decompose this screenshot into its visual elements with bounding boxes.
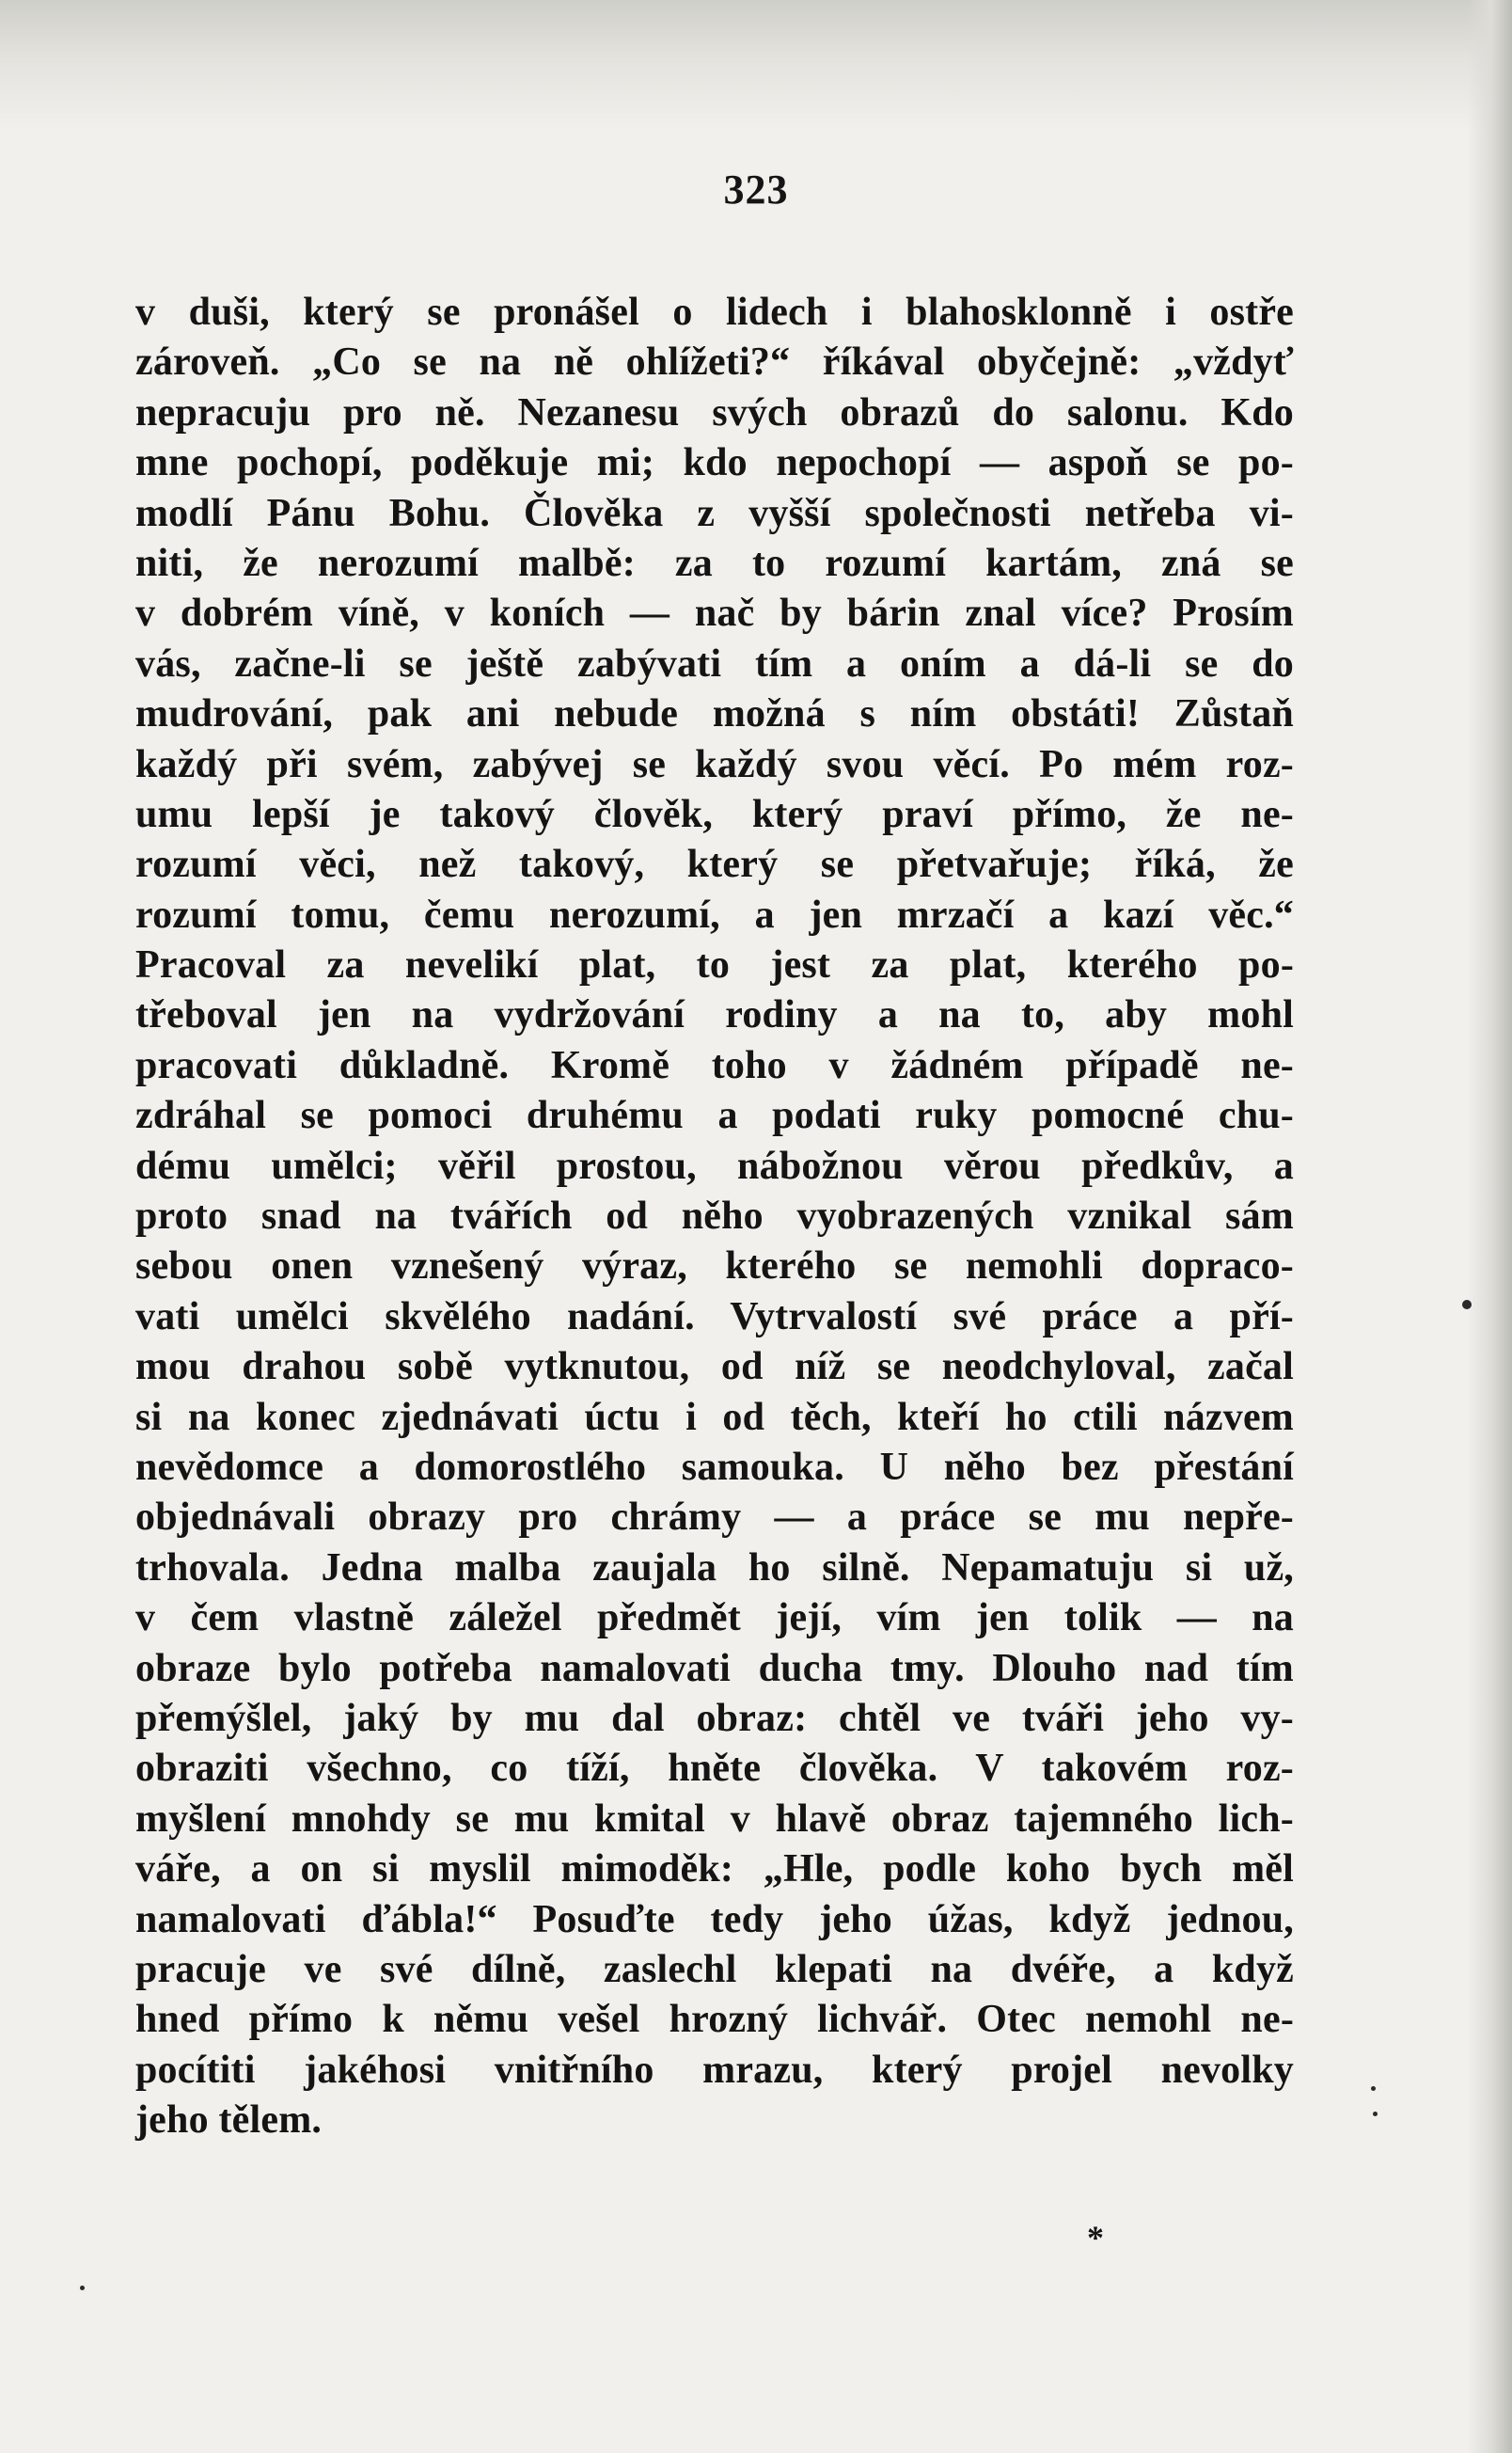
- text-line: nevědomce a domorostlého samouka. U něho bez přestání: [135, 1445, 1294, 1489]
- text-line: dému umělci; věřil prostou, nábožnou věrou předkův, a: [135, 1144, 1294, 1188]
- text-line: pracuje ve své dílně, zaslechl klepati na dvéře, a když: [135, 1947, 1294, 1991]
- page-gutter-shadow: [1467, 0, 1512, 2453]
- text-line: hned přímo k němu vešel hrozný lichvář. Otec nemohl ne-: [135, 1998, 1294, 2042]
- scan-speck: [1373, 2112, 1378, 2116]
- text-line: vati umělci skvělého nadání. Vytrvalostí své práce a pří-: [135, 1294, 1294, 1338]
- text-line-last: jeho tělem.: [135, 2098, 323, 2143]
- text-line: nepracuju pro ně. Nezanesu svých obrazů do salonu. Kdo: [135, 390, 1294, 435]
- text-line: zdráhal se pomoci druhému a podati ruky pomocné chu-: [135, 1094, 1294, 1138]
- text-line: namalovati ďábla!“ Posuďte tedy jeho úžas, když jednou,: [135, 1897, 1294, 1941]
- text-line: zároveň. „Co se na ně ohlížeti?“ říkával obyčejně: „vždyť: [135, 340, 1294, 385]
- text-line: každý při svém, zabývej se každý svou věcí. Po mém roz-: [135, 742, 1294, 786]
- text-line: mou drahou sobě vytknutou, od níž se neodchyloval, začal: [135, 1345, 1294, 1389]
- text-line: přemýšlel, jaký by mu dal obraz: chtěl ve tváři jeho vy-: [135, 1696, 1294, 1740]
- text-line: vás, začne-li se ještě zabývati tím a oním a dá-li se do: [135, 641, 1294, 686]
- text-line: niti, že nerozumí malbě: za to rozumí kartám, zná se: [135, 541, 1294, 585]
- text-line: mudrování, pak ani nebude možná s ním obstáti! Zůstaň: [135, 692, 1294, 736]
- text-line: obraziti všechno, co tíží, hněte člověka. V takovém roz-: [135, 1747, 1294, 1791]
- text-line: sebou onen vznešený výraz, kterého se nemohli dopraco-: [135, 1244, 1294, 1289]
- text-line: v dobrém víně, v koních — nač by bárin znal více? Prosím: [135, 592, 1294, 636]
- scan-top-edge: [0, 0, 1512, 132]
- text-line: proto snad na tvářích od něho vyobrazených vznikal sám: [135, 1195, 1294, 1239]
- scan-speck: [1371, 2086, 1376, 2091]
- text-line: třeboval jen na vydržování rodiny a na to, aby mohl: [135, 993, 1294, 1037]
- text-line: v duši, který se pronášel o lidech i blahosklonně i ostře: [135, 291, 1294, 334]
- text-line: váře, a on si myslil mimoděk: „Hle, podle koho bych měl: [135, 1847, 1294, 1891]
- body-text: [135, 288, 1294, 2145]
- page-number: 323: [723, 166, 789, 213]
- text-line: umu lepší je takový člověk, který praví přímo, že ne-: [135, 792, 1294, 836]
- text-line: trhovala. Jedna malba zaujala ho silně. Nepamatuju si už,: [135, 1545, 1294, 1590]
- asterisk-ornament: *: [1087, 2219, 1104, 2256]
- text-line: si na konec zjednávati úctu i od těch, kteří ho ctili názvem: [135, 1395, 1294, 1439]
- text-line: rozumí věci, než takový, který se přetvařuje; říká, že: [135, 843, 1294, 887]
- text-line: v čem vlastně záležel předmět její, vím jen tolik — na: [135, 1596, 1294, 1640]
- text-line: myšlení mnohdy se mu kmital v hlavě obraz tajemného lich-: [135, 1796, 1294, 1841]
- text-line: obraze bylo potřeba namalovati ducha tmy. Dlouho nad tím: [135, 1646, 1294, 1690]
- text-line: pocítiti jakéhosi vnitřního mrazu, který projel nevolky: [135, 2048, 1294, 2092]
- scan-speck: [1462, 1300, 1472, 1309]
- text-line: rozumí tomu, čemu nerozumí, a jen mrzačí a kazí věc.“: [135, 893, 1294, 937]
- text-line: objednávali obrazy pro chrámy — a práce se mu nepře-: [135, 1496, 1294, 1540]
- text-line: pracovati důkladně. Kromě toho v žádném případě ne-: [135, 1043, 1294, 1087]
- scan-speck: [80, 2286, 85, 2290]
- text-line: mne pochopí, poděkuje mi; kdo nepochopí — aspoň se po-: [135, 441, 1294, 485]
- text-line: modlí Pánu Bohu. Člověka z vyšší společnosti netřeba vi-: [135, 491, 1294, 535]
- text-line: Pracoval za nevelikí plat, to jest za plat, kterého po-: [135, 943, 1294, 988]
